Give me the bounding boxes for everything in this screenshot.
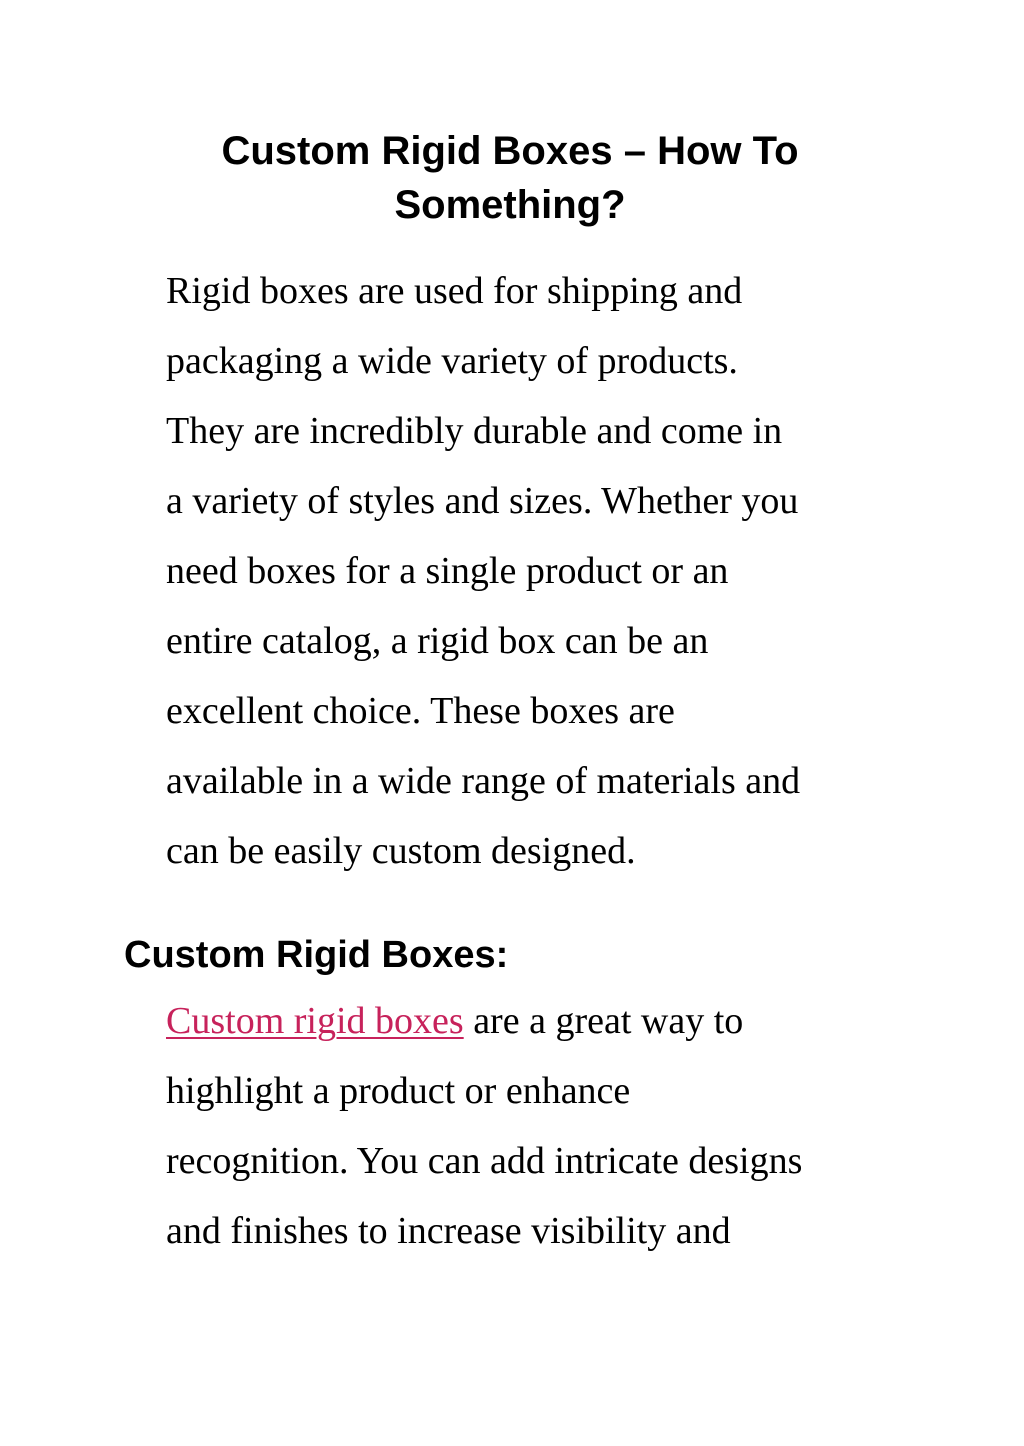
title-line: Something? bbox=[394, 183, 626, 227]
paragraph-line: available in a wide range of materials and bbox=[166, 760, 801, 802]
title-line: Custom Rigid Boxes – How To bbox=[221, 129, 799, 173]
paragraph-line: entire catalog, a rigid box can be an bbox=[166, 620, 709, 662]
paragraph-line: recognition. You can add intricate designs bbox=[166, 1140, 803, 1182]
paragraph-line: a variety of styles and sizes. Whether you bbox=[166, 480, 799, 522]
section-heading: Custom Rigid Boxes: bbox=[124, 934, 509, 976]
paragraph-line bbox=[166, 986, 886, 1056]
intro-paragraph bbox=[166, 256, 886, 886]
custom-rigid-boxes-link[interactable]: Custom rigid boxes bbox=[166, 1000, 464, 1042]
paragraph-line: They are incredibly durable and come in bbox=[166, 410, 783, 452]
paragraph-line-text: are a great way to bbox=[463, 1000, 744, 1042]
paragraph-line: excellent choice. These boxes are bbox=[166, 690, 675, 732]
page-title bbox=[150, 124, 870, 232]
section-paragraph bbox=[166, 986, 886, 1266]
paragraph-line: and finishes to increase visibility and bbox=[166, 1210, 731, 1252]
paragraph-line: can be easily custom designed. bbox=[166, 830, 636, 872]
paragraph-line: packaging a wide variety of products. bbox=[166, 340, 738, 382]
paragraph-line: need boxes for a single product or an bbox=[166, 550, 729, 592]
paragraph-line: Rigid boxes are used for shipping and bbox=[166, 270, 743, 312]
paragraph-line: highlight a product or enhance bbox=[166, 1070, 631, 1112]
